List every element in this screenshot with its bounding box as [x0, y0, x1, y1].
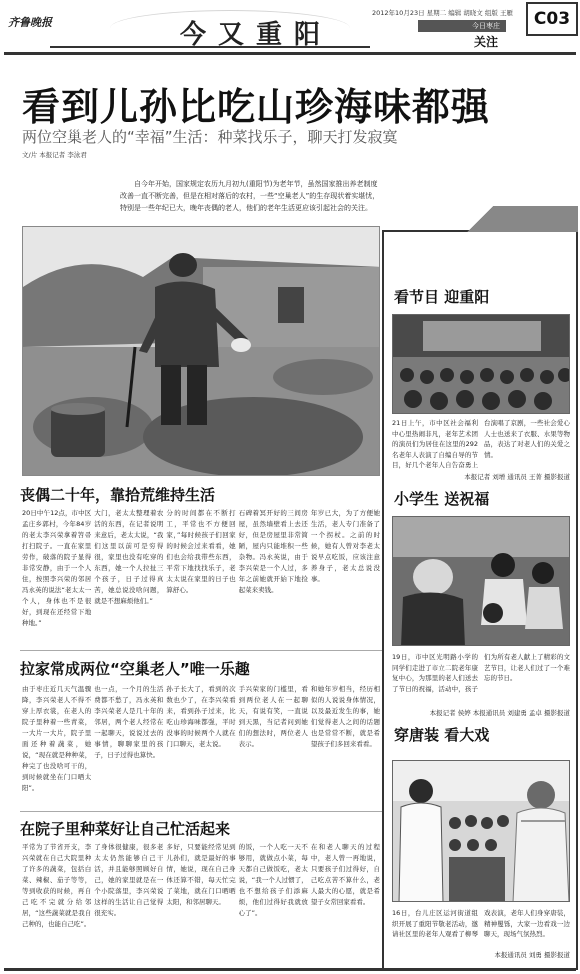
text-column: 手兴荣家的门槛里，看到两位老人在一起聊天，有说有笑，一直说到天黑，当记者问到她们的想法时，两位老人表示。 — [238, 685, 308, 748]
stage-performance-illustration — [393, 315, 570, 414]
text-column: 20日中午12点，市中区孟庄乡郭村，今年84岁的老太李兴荣拿着笤帚打扫院子。一直在家里劳作，破落的院子显得非常安静，由于一个人住，按照李兴荣的邻居冯永英的说法“老太太一个人，身体也不是很好，到现在还经常下地种地。” — [22, 509, 92, 627]
students-visit-illustration — [393, 517, 570, 646]
text-column: 年岁已大，为了方便她生活，老人专门准备了一个拐杖。之前的时候，她有人曾对李老太说早点吃饭，应该注意养身子，老太总说没事。 — [310, 509, 381, 583]
text-column: 由于枣庄近几天气温骤降，李兴荣老人不得不穿上厚衣裳，在老人的院子里种着一些青菜，一大片一大片，院子里面还种着蔬菜，她说，“现在就是种种菜，种完了也没啥可干的，到时候就坐在门口晒太阳”。 — [22, 685, 92, 792]
photo-news-sidebar — [382, 230, 578, 970]
main-photo — [22, 226, 380, 476]
sidebar-text-1: 21日上午，市中区社会福利中心里热闹非凡，老年艺术团的演员们为居住在这里的292名老年人表演了自编自导的节目，好几个老年人自告奋勇上台演唱了京剧，一些社会爱心人士也送来了衣服、水果等物品，表达了对老人们的关爱之情。 — [392, 419, 570, 469]
dateline: 2012年10月23日 星期二 编辑 胡晓文 组版 王雁 — [372, 9, 513, 17]
section-divider — [20, 811, 382, 812]
section-body-2 — [22, 684, 380, 809]
section-divider — [20, 650, 382, 651]
sidebar-heading-2: 小学生 送祝福 — [394, 490, 490, 508]
text-column: 和她年岁相当，经历相似的人说说身体情况，以及最近发生的事，她们觉得老人之间的话题也是常常不断，就是希望孩子们多回来看看。 — [310, 685, 381, 748]
opera-performance-illustration — [393, 761, 570, 902]
sidebar-photo-3 — [392, 760, 570, 902]
lead-paragraph: 自今年开始，国家规定农历九月初九(重阳节)为老年节，虽然国家推出养老制度改善一直不断完善，但是在相对落后的农村，一些“空巢老人”的生存现状着实堪忧，特别是一些年纪已大，晚年丧偶的老人，他们的老年生活更应该引起社会的关注。 — [120, 180, 380, 212]
sidebar-credit-2: 本报记者 侯婷 本报通讯员 刘建勇 孟卓 摄影报道 — [429, 709, 570, 717]
topic-title: 今又重阳 — [180, 20, 333, 50]
main-photo-illustration — [23, 227, 380, 476]
section-heading-3: 在院子里种菜好让自己忙活起来 — [20, 820, 231, 838]
text-column: 大门，老太太整理着农活的东西，在记者说明来意后，老太太说，“我们这里以前可是穷得很，家里也没有吃穿的东西，她一个人拉扯三个孩子，日子过得真苦，她总说没啥问题，就是不想麻烦他们。” — [94, 509, 164, 605]
masthead-rule — [4, 52, 576, 55]
text-column: 石碑着冥开好的三间房屋，虽然墙壁看上去还好，但是房屋里非常简陋，屋内只能堆积一些杂物。冯永英说，由于李兴荣是一个人过，多年之前她就开始下地捡起菜来卖钱。 — [238, 509, 308, 594]
text-column: 孙子长大了，看到的次数也少了，在李兴荣看来，看到孙子过来，比吃山珍海味都强，平时没事的时候两个人就在门口聊天，老太说。 — [166, 685, 236, 748]
sidebar-credit-3: 本报通讯员 刘勇 摄影报道 — [494, 951, 570, 959]
sidebar-text-2: 19日，市中区光明路小学的同学们走进了市立二院老年康复中心，为那里的老人们送去了节日的祝福，活动中，孩子们为所有老人献上了精彩的文艺节目，让老人们过了一个难忘的节日。 — [392, 653, 570, 693]
page-bottom-rule — [4, 968, 576, 971]
sidebar-heading-1: 看节目 迎重阳 — [394, 288, 490, 306]
text-column: 的饭，一个人吃一天不够用，就做点小菜，每天都自己做饭吃，老太说，“我一个人过惯了，也不想给孩子们添麻烦，他们过得好我就放心了”。 — [238, 843, 308, 917]
text-column: 多好，只要能经常见到儿孙们，就是最好的事情，她说，现在自己身体还算不错，每天忙完了菜地，就在门口晒晒太阳，和邻居聊天。 — [166, 843, 236, 906]
section-body-1 — [22, 508, 380, 648]
sidebar-text-3: 16日，台儿庄区运河街道组织开展了重阳节敬老活动，邀请社区里的老年人观看了柳琴戏表演，老年人们身穿唐装，精神矍铄，大家一边看戏一边聊天，现场气氛热烈。 — [392, 909, 570, 938]
paper-logo: 齐鲁晚报 — [8, 16, 52, 29]
subhead: 两位空巢老人的“幸福”生活：种菜找乐子，聊天打发寂寞 — [22, 128, 398, 146]
sidebar-heading-3: 穿唐装 看大戏 — [394, 726, 490, 744]
sidebar-photo-1 — [392, 314, 570, 414]
section-heading-2: 拉家常成两位“空巢老人”唯一乐趣 — [20, 660, 250, 678]
section-label: 关注 — [474, 35, 499, 49]
byline: 文/片 本报记者 李泳君 — [22, 151, 87, 159]
section-chip: 今日枣庄 — [418, 20, 506, 32]
text-column: 也一点，一个月的生活费都不愁了，冯永英和李兴荣老人是几十年的邻居，两个老人经常在一起聊天，说说过去的事情，聊聊家里的孩子，日子过得也算快。 — [94, 685, 164, 759]
page-number: C03 — [526, 2, 578, 36]
sidebar-credit-1: 本报记者 刘增 通讯员 王菁 摄影报道 — [464, 473, 570, 481]
text-column: 平常为了节省开支，李兴荣就在自己大院里种了许多的蔬菜，包括白菜、辣椒、茄子等等，等到收获的时候，再自己吃不完就分给邻居，“这些蔬菜就是我自己种的，也能自己吃”。 — [22, 843, 92, 928]
text-column: 在和老人聊天的过程中，老人曾一再地说，只要孩子们过得好，自己吃点苦不算什么，老人最大的心愿，就是希望子女常回家看看。 — [310, 843, 381, 906]
section-heading-1: 丧偶二十年，靠拾荒维持生活 — [20, 486, 216, 504]
section-body-3 — [22, 842, 380, 962]
topic-banner — [50, 6, 370, 48]
text-column: 了身体很健康，很多老太太仍然能够自己干活，并且能够照顾好自己，她的家里就是在一个小院落里，李兴荣说这样的生活让自己觉得很充实。 — [94, 843, 164, 917]
text-column: 分的时间都在不断打工，平常也不方便回家，”每时候孩子们回家的时候会过来看看，她们也会给我带些东西，平常下地找找乐子，老太太说在家里的日子也算舒心。 — [166, 509, 236, 594]
masthead — [0, 0, 580, 52]
sidebar-photo-2 — [392, 516, 570, 646]
headline: 看到儿孙比吃山珍海味都强 — [22, 84, 491, 129]
